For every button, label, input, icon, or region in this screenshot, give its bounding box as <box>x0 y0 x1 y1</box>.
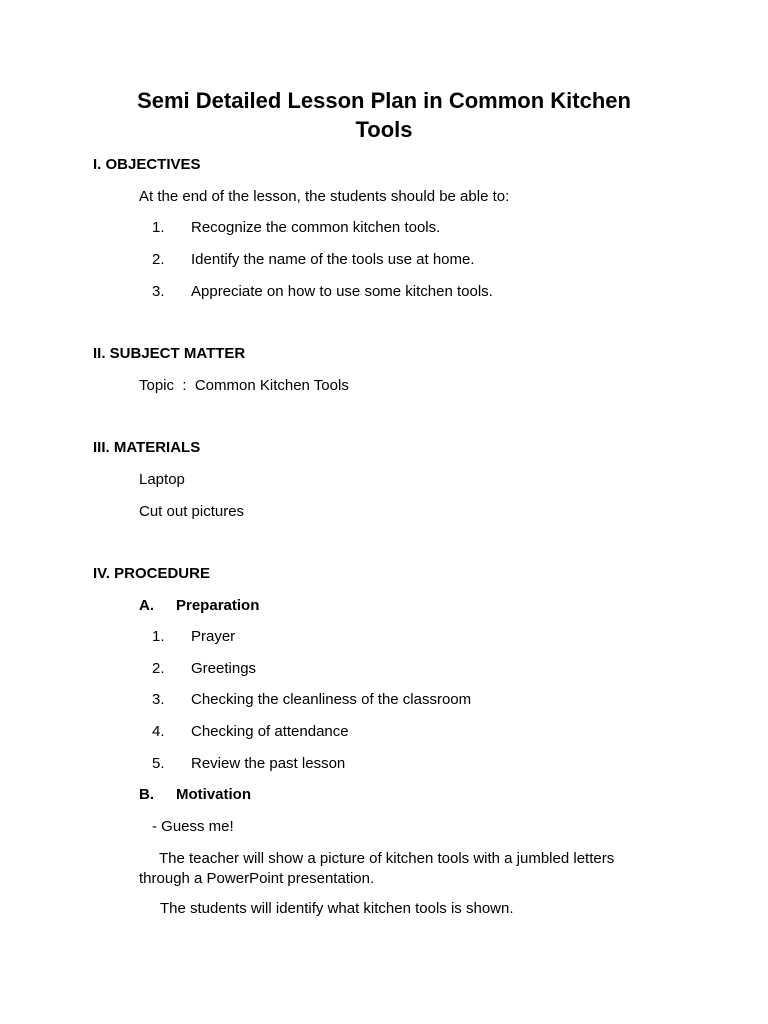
objective-item: Identify the name of the tools use at home. <box>191 251 475 268</box>
procedure-heading: IV. PROCEDURE <box>93 565 210 582</box>
title-line-1: Semi Detailed Lesson Plan in Common Kitchen <box>137 88 631 113</box>
preparation-number: 3. <box>152 691 165 708</box>
preparation-item: Prayer <box>191 628 236 645</box>
preparation-letter: A. <box>139 597 154 614</box>
material-item: Cut out pictures <box>139 503 245 520</box>
objective-number: 1. <box>152 219 165 236</box>
objective-item: Appreciate on how to use some kitchen tools. <box>191 283 493 300</box>
preparation-label: Preparation <box>176 597 260 614</box>
motivation-letter: B. <box>139 786 154 803</box>
preparation-number: 2. <box>152 660 165 677</box>
objective-number: 3. <box>152 283 165 300</box>
objectives-heading: I. OBJECTIVES <box>93 156 201 173</box>
preparation-item: Review the past lesson <box>191 755 346 772</box>
preparation-item: Checking of attendance <box>191 723 349 740</box>
material-item: Laptop <box>139 471 185 488</box>
preparation-number: 1. <box>152 628 165 645</box>
title-line-2: Tools <box>355 117 413 142</box>
page-title <box>0 86 768 144</box>
motivation-paragraph-2: The students will identify what kitchen tools is shown. <box>160 900 514 917</box>
motivation-guess: - Guess me! <box>152 818 234 835</box>
materials-heading: III. MATERIALS <box>93 439 201 456</box>
topic-line: Topic : Common Kitchen Tools <box>139 377 349 394</box>
objective-number: 2. <box>152 251 165 268</box>
preparation-number: 4. <box>152 723 165 740</box>
motivation-paragraph-1: The teacher will show a picture of kitchen tools with a jumbled letters through a PowerPoint presentation. <box>139 850 615 887</box>
subject-matter-heading: II. SUBJECT MATTER <box>93 345 246 362</box>
motivation-label: Motivation <box>176 786 251 803</box>
preparation-number: 5. <box>152 755 165 772</box>
objectives-intro: At the end of the lesson, the students should be able to: <box>139 188 510 205</box>
preparation-item: Checking the cleanliness of the classroom <box>191 691 472 708</box>
objective-item: Recognize the common kitchen tools. <box>191 219 441 236</box>
preparation-item: Greetings <box>191 660 257 677</box>
